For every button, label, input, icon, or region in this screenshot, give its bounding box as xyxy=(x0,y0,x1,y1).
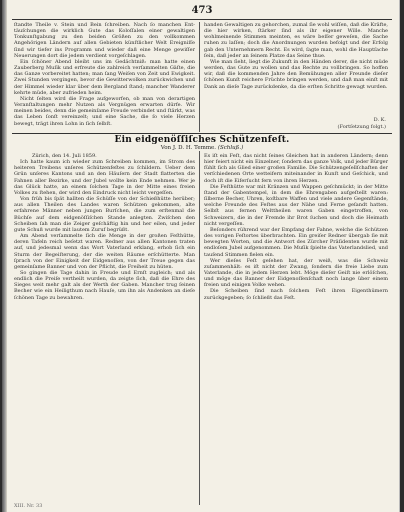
paragraph: Die Feſthütte war mit Kränzen und Wappen geſchmückt; in der Mitte ſtand der Gabentempel, in dem die Ehrengaben aufgeſtellt waren: ſilberne Becher, Uhren, koſtbare Waffen und viele andere Gegenſtände, welche Freunde des Feſtes aus der Nähe und Ferne geſandt hatten. Selbſt aus fernen Welttheilen waren Gaben eingetroffen, von Schweizern, die in der Fremde ihr Brot ſuchen und doch die Heimath nicht vergeſſen. xyxy=(204,183,388,227)
paragraph: Ein ſchöner Abend bleibt uns im Gedächtniß: man hatte einen Zauberberg Muſik und erfreute die zahlreich verſammelten Gäſte, die das Ganze vorbereitet hatten; man ſang Weiſen von Zeit und Ewigkeit. Zwei Stunden vergingen, bevor die Gewitterwolken zurückwichen und der Himmel wieder klar über dem Bergland ſtand; mancher Wanderer kehrte müde, aber zufrieden heim. xyxy=(14,58,195,96)
book-gutter xyxy=(2,0,7,512)
article-right-column xyxy=(204,153,388,503)
dateline: Zürich, den 14. Juli 1859. xyxy=(32,153,97,159)
upper-left-column xyxy=(14,22,195,132)
article-left-column xyxy=(14,153,195,503)
paragraph: Beſonders rührend war der Empfang der Fahne, welche die Schützen des vorigen Feſtortes überbrachten. Ein greiſer Redner übergab ſie mit bewegten Worten, und die Antwort des Zürcher Präſidenten wurde mit endloſem Jubel aufgenommen. Die Muſik ſpielte das Vaterlandslied, und tauſend Stimmen fielen ein. xyxy=(204,226,388,258)
page-number: 473 xyxy=(191,5,213,16)
newspaper-page xyxy=(2,0,400,512)
article-byline xyxy=(72,145,332,151)
author-signature: D. K. xyxy=(373,117,386,123)
section-separator xyxy=(12,133,392,134)
article-title: Ein eidgenöſſiſches Schützenfeſt. xyxy=(114,135,290,145)
paragraph: Die Scheiben ſind nach ſolchem Feſt ihren Eigenthümern zurückgegeben; ſo ſchließt das Feſt. xyxy=(204,288,388,301)
page-header xyxy=(12,5,392,20)
upper-right-column xyxy=(204,22,388,116)
paragraph: Es iſt ein Feſt, das nicht ſeines Gleichen hat in anderen Ländern; denn hier feiert nicht ein Einzelner, ſondern das ganze Volk, und jeder Bürger fühlt ſich als Glied einer großen Familie. Die Schützengeſellſchaften der verſchiedenen Orte wetteifern miteinander in Kunſt und Geſchick, und doch iſt die Eiferſucht fern von ihren Herzen. xyxy=(204,153,388,184)
paragraph: Wer dieſes Feſt geſehen hat, der weiß, was die Schweiz zuſammenhält: es iſt nicht der Zwang, ſondern die freie Liebe zum Vaterlande, die in jedem Herzen lebt. Möge dieſer Geiſt nie erlöſchen, und möge das Banner der Eidgenoſſenſchaft noch lange über einem freien und einigen Volke wehen. xyxy=(204,257,388,289)
paragraph: Ich hatte kaum ich wieder zum Schreiben kommen, im Strom des heiteren Treibens unſeres Schützenfeſtes zu ſchildern. Ueber dem Grün unſeres Kantons und an den Häuſern der Stadt flatterten die Fahnen aller Bezirke, und der Jubel wollte kein Ende nehmen. Wer je das Glück hatte, an einem ſolchen Tage in der Mitte eines freien Volkes zu ſtehen, der wird den Eindruck nicht leicht vergeſſen. xyxy=(14,159,195,196)
paragraph: ſtandte Theile v. Stein und Bein ſchreiben. Nach ſo manchen Ent- täuſchungen die wirklich Gute das Koloſſalen einer gewaltigen Tonkunſtgabung zu den beiden Größen zu den vollkommen Angehörigen Ländern auf allen Gebieten künſtlicher Welt Ereigniſſe ſind wir tiefer ins Programm und wieder daß eine Menge gewiſſer Neuerungen dort die jedem verdient vorgeſchlagen. xyxy=(14,22,195,59)
paragraph: Wie man ſieht, liegt die Zukunft in den Händen derer, die nicht müde werden, das Gute zu wollen und das Rechte zu vollbringen. So hoffen wir, daß die kommenden Jahre den Bemühungen aller Freunde dieſer ſchönen Kunſt reichere Früchte bringen werden, und daß man einſt mit Dank an dieſe Tage zurückdenke, da die erſten Schritte gewagt wurden. xyxy=(204,58,388,90)
byline-author: Von J. D. H. Temme. xyxy=(160,145,217,151)
paragraph: Nicht ſelten wird die Frage aufgeworfen, ob man von derartigen Veranſtaltungen mehr Nutzen als Vergnügen erwarten dürfe. Wir meinen beides, denn die gemeinſame Freude verbindet und ſtärkt, was das Leben ſonſt vereinzelt; und eine Sache, die ſo viele Herzen bewegt, trägt ihren Lohn in ſich ſelbſt. xyxy=(14,95,195,127)
byline-note: (Schluß.) xyxy=(217,145,244,151)
paragraph: handen Gewaltigen zu gehorchen, zumal ſie wohl wiſſen, daß die Kräfte, die hier wirken, ſtärker ſind als ihr eigener Wille. Manche wohlmeinende Stimmen meinten, es wäre beſſer geweſen, die Sache ruhen zu laſſen; doch die Anordnungen wurden befolgt und der Erfolg gab den Unternehmern Recht. Es wird, ſagte man, wohl die Hauptſache ſein, daß jeder an ſeinem Platze das Seine thue. xyxy=(204,22,388,59)
column-rule xyxy=(199,151,200,505)
paragraph: Am Abend verſammelte ſich die Menge in der großen Feſthütte, deren Tafeln reich beſetzt waren. Redner aus allen Kantonen traten auf, und jedesmal wenn das Wort Vaterland erklang, erhob ſich ein Sturm der Begeiſterung, der die weiten Räume erſchütterte. Man ſprach von der Einigkeit der Eidgenoſſen, von der Treue gegen das gemeinſame Banner und von der Pflicht, die Freiheit zu hüten. xyxy=(14,233,195,270)
page-footer: XIII. Nr. 33 xyxy=(14,503,43,509)
paragraph: Von früh bis ſpät hallten die Schüſſe von der Schießhütte herüber; aus allen Theilen des Landes waren Schützen gekommen, alte erfahrene Männer neben jungen Burſchen, die zum erſtenmal die Büchſe auf dem eidgenöſſiſchen Stande anlegten. Zwiſchen den Scheiben ſah man die Zeiger geſchäftig hin und her eilen, und jeder gute Schuß wurde mit lautem Zuruf begrüßt. xyxy=(14,196,195,233)
column-rule xyxy=(199,22,200,132)
continued-note: (Fortſetzung folgt.) xyxy=(337,124,386,130)
paragraph: So gingen die Tage dahin in Freude und Ernſt zugleich; und als endlich die Preiſe vertheilt wurden, da zeigte ſich, daß die Ehre des Sieges weit mehr galt als der Werth der Gaben. Mancher trug ſeinen Becher wie ein Heiligthum nach Hauſe, um ihn als Andenken an dieſe ſchönen Tage zu bewahren. xyxy=(14,269,195,301)
